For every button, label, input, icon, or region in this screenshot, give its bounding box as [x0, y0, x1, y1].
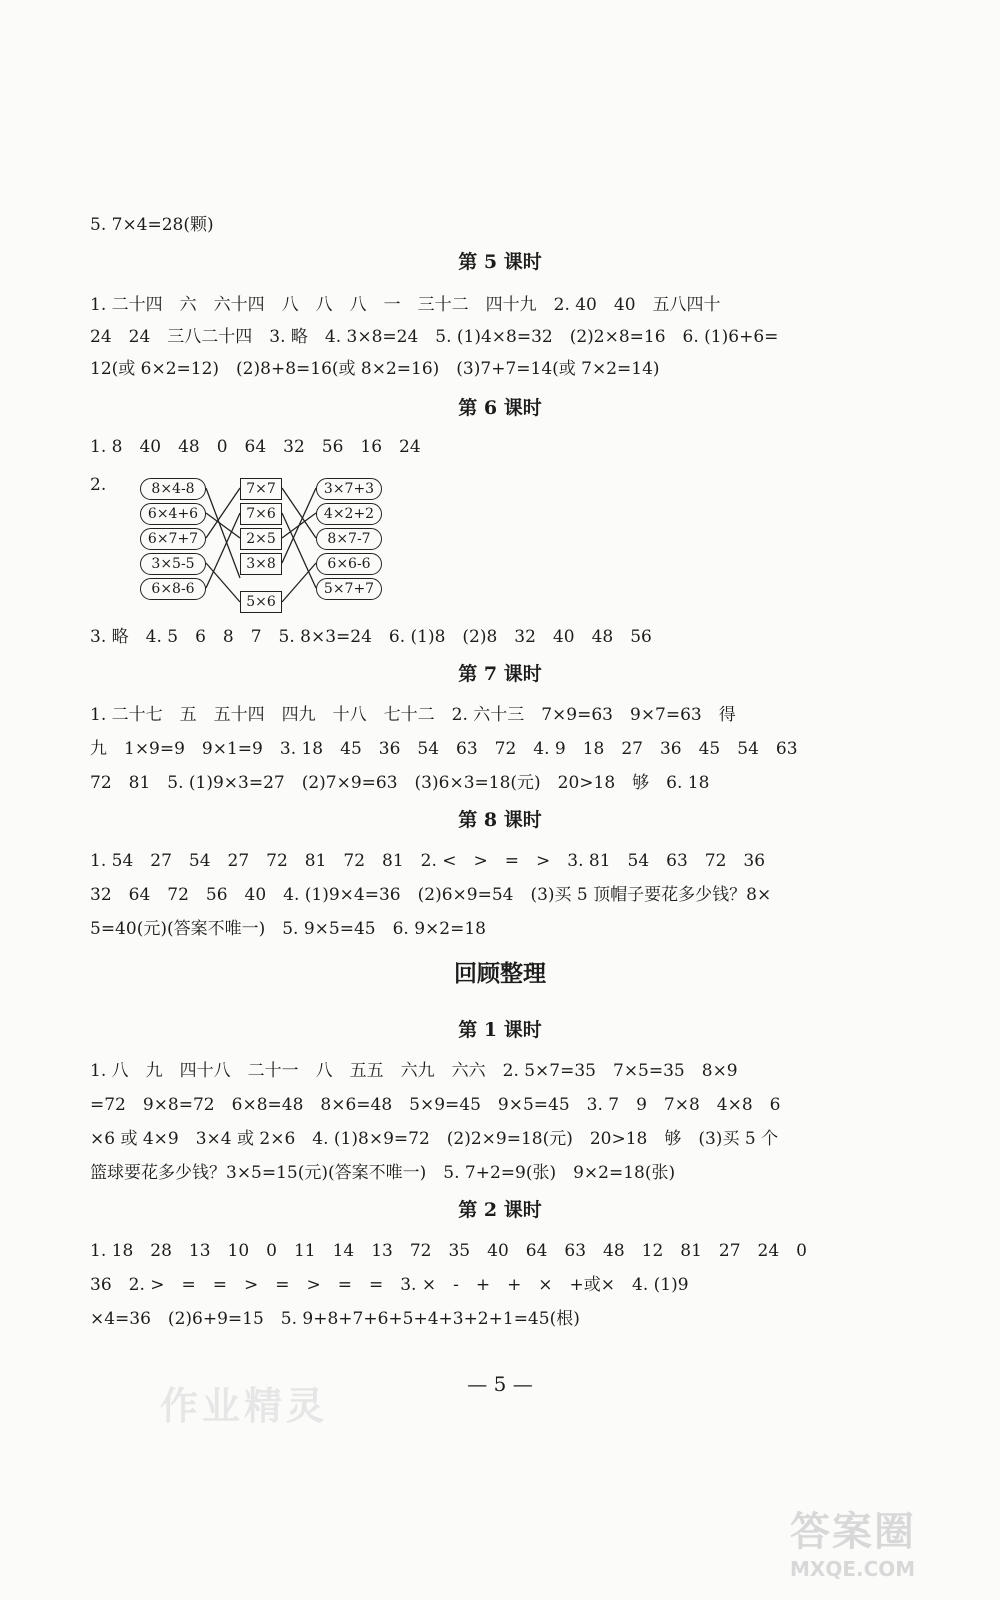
watermark-corner-logo [790, 1500, 980, 1590]
left-oval-5: 6×8-6 [140, 578, 206, 600]
lesson8-line-3: 5=40(元)(答案不唯一) 5. 9×5=45 6. 9×2=18 [90, 919, 486, 939]
lesson8-line-1: 1. 54 27 54 27 72 81 72 81 2. < > = > 3. 81 54 63 72 36 [90, 851, 766, 871]
review-lesson1-line-2: =72 9×8=72 6×8=48 8×6=48 5×9=45 9×5=45 3. 7 9 7×8 4×8 6 [90, 1095, 781, 1115]
right-oval-4: 6×6-6 [316, 553, 382, 575]
watermark-corner-main: 答案圈 [790, 1509, 916, 1555]
review-lesson2-line-2: 36 2. > = = > = > = = 3. × - + + × +或× 4. (1)9 [90, 1275, 689, 1295]
prev-answer-tail: 5. 7×4=28(颗) [90, 215, 214, 235]
mid-box-2: 7×6 [240, 503, 282, 525]
lesson7-line-1: 1. 二十七 五 五十四 四九 十八 七十二 2. 六十三 7×9=63 9×7=63 得 [90, 705, 736, 725]
review-lesson1-line-4: 篮球要花多少钱？3×5=15(元)(答案不唯一) 5. 7+2=9(张) 9×2=18(张) [90, 1163, 676, 1183]
right-oval-1: 3×7+3 [316, 478, 382, 500]
lesson6-line-2-label: 2. [90, 475, 107, 495]
review-lesson2-title: 第 2 课时 [458, 1199, 542, 1221]
lesson6-line-3: 3. 略 4. 5 6 8 7 5. 8×3=24 6. (1)8 (2)8 32 40 48 56 [90, 627, 652, 647]
left-oval-2: 6×4+6 [140, 503, 206, 525]
mid-box-1: 7×7 [240, 478, 282, 500]
right-oval-2: 4×2+2 [316, 503, 382, 525]
mid-box-3: 2×5 [240, 528, 282, 550]
page-number: — 5 — [467, 1372, 533, 1396]
lesson7-line-3: 72 81 5. (1)9×3=27 (2)7×9=63 (3)6×3=18(元) 20>18 够 6. 18 [90, 773, 710, 793]
mid-box-5: 5×6 [240, 591, 282, 613]
lesson7-title: 第 7 课时 [458, 663, 542, 685]
review-lesson1-line-1: 1. 八 九 四十八 二十一 八 五五 六九 六六 2. 5×7=35 7×5=35 8×9 [90, 1061, 738, 1081]
right-oval-3: 8×7-7 [316, 528, 382, 550]
lesson5-title: 第 5 课时 [458, 251, 542, 273]
mid-box-4: 3×8 [240, 553, 282, 575]
review-lesson2-line-1: 1. 18 28 13 10 0 11 14 13 72 35 40 64 63 48 12 81 27 24 0 [90, 1241, 807, 1261]
watermark-stamp: 作业精灵 [160, 1383, 329, 1428]
lesson5-line-2: 24 24 三八二十四 3. 略 4. 3×8=24 5. (1)4×8=32 (2)2×8=16 6. (1)6+6= [90, 327, 779, 347]
lesson6-line-1: 1. 8 40 48 0 64 32 56 16 24 [90, 437, 421, 457]
right-oval-5: 5×7+7 [316, 578, 382, 600]
lesson5-line-1: 1. 二十四 六 六十四 八 八 八 一 三十二 四十九 2. 40 40 五八四十 [90, 295, 721, 315]
lesson7-line-2: 九 1×9=9 9×1=9 3. 18 45 36 54 63 72 4. 9 18 27 36 45 54 63 [90, 739, 798, 759]
review-lesson2-line-3: ×4=36 (2)6+9=15 5. 9+8+7+6+5+4+3+2+1=45(根) [90, 1309, 580, 1329]
left-oval-4: 3×5-5 [140, 553, 206, 575]
left-oval-1: 8×4-8 [140, 478, 206, 500]
watermark-corner-url: MXQE.COM [790, 1557, 916, 1581]
lesson5-line-3: 12(或 6×2=12) (2)8+8=16(或 8×2=16) (3)7+7=14(或 7×2=14) [90, 359, 660, 379]
matching-diagram [140, 478, 400, 628]
lesson6-title: 第 6 课时 [458, 397, 542, 419]
lesson8-title: 第 8 课时 [458, 809, 542, 831]
lesson8-line-2: 32 64 72 56 40 4. (1)9×4=36 (2)6×9=54 (3)买 5 顶帽子要花多少钱？8× [90, 885, 772, 905]
left-oval-3: 6×7+7 [140, 528, 206, 550]
review-lesson1-line-3: ×6 或 4×9 3×4 或 2×6 4. (1)8×9=72 (2)2×9=18(元) 20>18 够 (3)买 5 个 [90, 1129, 779, 1149]
review-lesson1-title: 第 1 课时 [458, 1019, 542, 1041]
review-title: 回顾整理 [454, 960, 546, 987]
